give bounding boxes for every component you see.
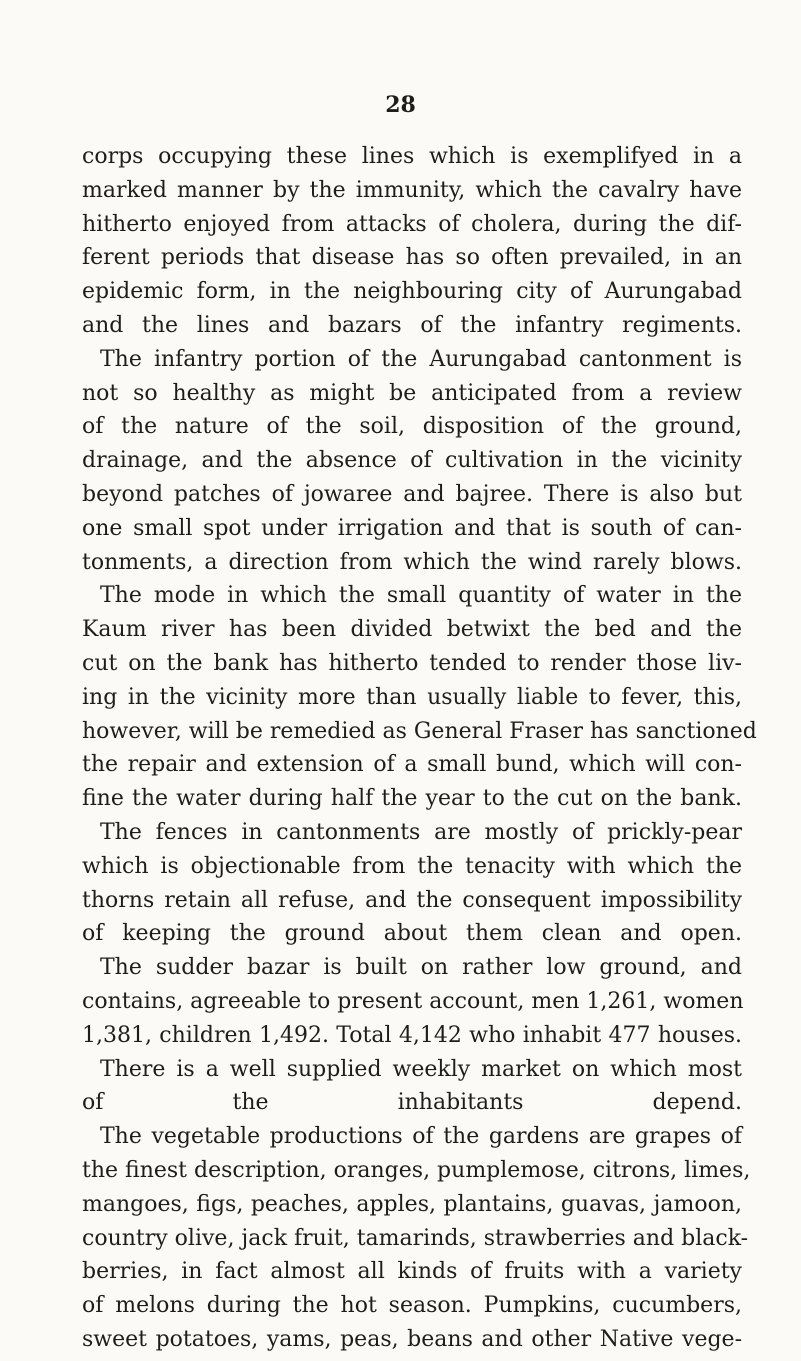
text-line: The infantry portion of the Aurungabad cantonment is — [100, 346, 742, 372]
text-line: of the inhabitants depend. — [82, 1090, 742, 1116]
text-line: the finest description, oranges, pumplemose, citrons, limes, — [82, 1157, 751, 1183]
text-line: ing in the vicinity more than usually liable to fever, this, — [82, 684, 742, 710]
text-line: cut on the bank has hitherto tended to render those liv- — [82, 650, 742, 676]
text-line: hitherto enjoyed from attacks of cholera, during the dif- — [82, 211, 742, 237]
text-line: tonments, a direction from which the wind rarely blows. — [82, 549, 742, 575]
text-line: thorns retain all refuse, and the consequent impossibility — [82, 887, 742, 913]
text-line: the repair and extension of a small bund, which will con- — [82, 752, 742, 778]
text-line: one small spot under irrigation and that is south of can- — [82, 515, 742, 541]
text-line: The vegetable productions of the gardens are grapes of — [100, 1124, 742, 1150]
text-line: of melons during the hot season. Pumpkins, cucumbers, — [82, 1293, 742, 1319]
text-line: There is a well supplied weekly market on which most — [100, 1056, 742, 1082]
text-line: sweet potatoes, yams, peas, beans and other Native vege- — [82, 1326, 742, 1352]
page-number: 28 — [385, 92, 416, 118]
text-line: The fences in cantonments are mostly of prickly-pear — [100, 819, 742, 845]
text-line: mangoes, figs, peaches, apples, plantains, guavas, jamoon, — [82, 1191, 742, 1217]
text-line: marked manner by the immunity, which the cavalry have — [82, 177, 742, 203]
text-line: not so healthy as might be anticipated from a review — [82, 380, 742, 406]
text-line: country olive, jack fruit, tamarinds, strawberries and black- — [82, 1225, 749, 1251]
text-line: drainage, and the absence of cultivation in the vicinity — [82, 448, 742, 474]
text-line: of keeping the ground about them clean and open. — [82, 921, 742, 947]
text-line: which is objectionable from the tenacity with which the — [82, 853, 742, 879]
text-line: epidemic form, in the neighbouring city of Aurungabad — [82, 279, 742, 305]
text-line: fine the water during half the year to the cut on the bank. — [82, 786, 742, 812]
text-line: The sudder bazar is built on rather low ground, and — [100, 955, 742, 981]
text-line: beyond patches of jowaree and bajree. There is also but — [82, 481, 742, 507]
text-line: ferent periods that disease has so often prevailed, in an — [82, 245, 742, 271]
text-line: contains, agreeable to present account, men 1,261, women — [82, 988, 744, 1014]
text-line: and the lines and bazars of the infantry regiments. — [82, 312, 742, 338]
text-line: of the nature of the soil, disposition of the ground, — [82, 414, 742, 440]
text-line: Kaum river has been divided betwixt the bed and the — [82, 617, 742, 643]
text-line: corps occupying these lines which is exemplifyed in a — [82, 144, 742, 169]
text-line: however, will be remedied as General Fraser has sanctioned — [82, 718, 757, 744]
text-line: berries, in fact almost all kinds of fruits with a variety — [82, 1259, 742, 1285]
text-line: The mode in which the small quantity of water in the — [100, 583, 742, 609]
text-line: 1,381, children 1,492. Total 4,142 who inhabit 477 houses. — [82, 1022, 742, 1048]
body-text — [82, 140, 757, 1357]
